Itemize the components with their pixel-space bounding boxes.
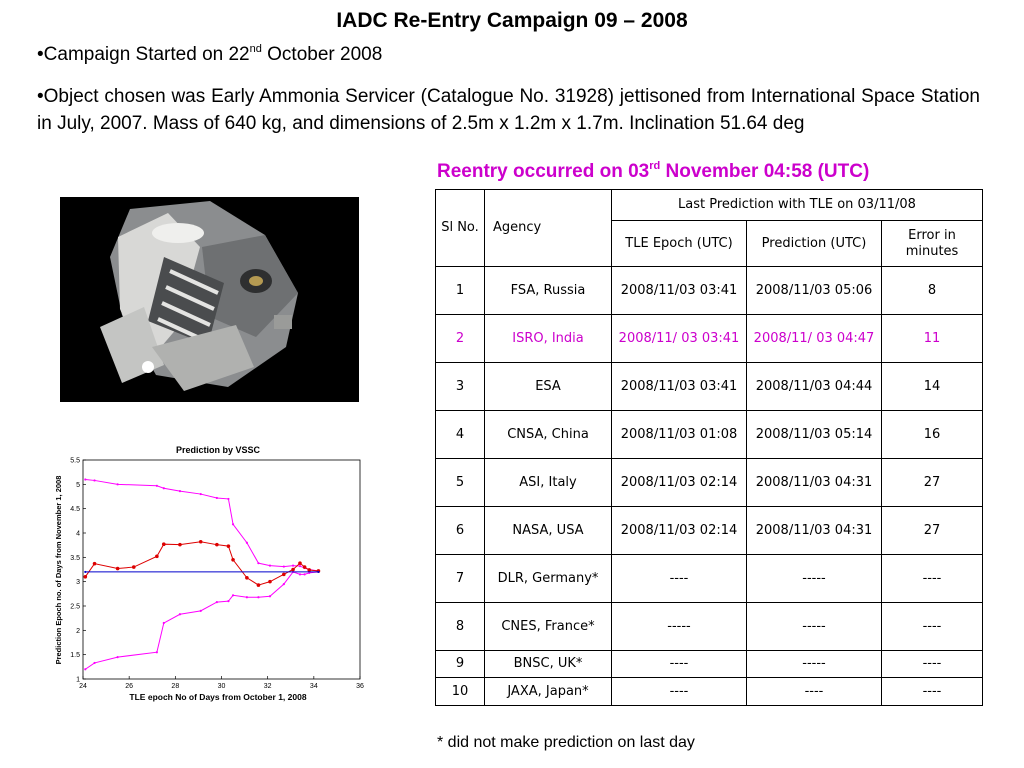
cell-sl: 1 xyxy=(436,267,485,315)
cell-err: 27 xyxy=(882,507,983,555)
data-point-upper xyxy=(216,497,218,499)
cell-agency: FSA, Russia xyxy=(485,267,612,315)
data-point-lower xyxy=(179,613,181,615)
data-point-lower xyxy=(93,662,95,664)
cell-agency: CNES, France* xyxy=(485,603,612,651)
data-point-lower xyxy=(299,573,301,575)
cell-agency: DLR, Germany* xyxy=(485,555,612,603)
data-point-lower xyxy=(257,596,259,598)
cell-pred: 2008/11/03 05:06 xyxy=(747,267,882,315)
cell-pred: ----- xyxy=(747,555,882,603)
data-point-prediction xyxy=(132,565,136,569)
header-sl-no: Sl No. xyxy=(436,190,485,267)
series-line-upper xyxy=(85,479,318,570)
data-point-lower xyxy=(304,573,306,575)
data-point-upper xyxy=(299,565,301,567)
cell-sl: 4 xyxy=(436,411,485,459)
cell-agency: ESA xyxy=(485,363,612,411)
data-point-prediction xyxy=(291,568,295,572)
data-point-prediction xyxy=(307,568,311,572)
data-point-lower xyxy=(216,601,218,603)
table-row xyxy=(436,678,983,706)
x-tick-label: 34 xyxy=(309,683,318,690)
y-axis-label: Prediction Epoch no. of Days from November 1, 2008 xyxy=(54,475,63,665)
table-row xyxy=(436,363,983,411)
header-prediction: Prediction (UTC) xyxy=(747,221,882,267)
data-point-prediction xyxy=(227,544,231,548)
cell-agency: ASI, Italy xyxy=(485,459,612,507)
cell-tle: 2008/11/03 02:14 xyxy=(612,459,747,507)
y-tick-label: 5 xyxy=(76,481,80,489)
x-tick-label: 28 xyxy=(171,683,180,690)
data-point-upper xyxy=(163,487,165,489)
table-row xyxy=(436,555,983,603)
data-point-prediction xyxy=(303,565,307,569)
cell-err: 14 xyxy=(882,363,983,411)
cell-sl: 9 xyxy=(436,651,485,678)
cell-tle: 2008/11/03 03:41 xyxy=(612,267,747,315)
data-point-lower xyxy=(117,656,119,658)
data-point-lower xyxy=(283,583,285,585)
cell-agency: BNSC, UK* xyxy=(485,651,612,678)
cell-err: 8 xyxy=(882,267,983,315)
data-point-prediction xyxy=(155,555,159,559)
cell-sl: 3 xyxy=(436,363,485,411)
header-agency: Agency xyxy=(485,190,612,267)
data-point-actual xyxy=(317,571,319,573)
data-point-prediction xyxy=(298,561,302,565)
x-tick-label: 24 xyxy=(79,683,87,690)
cell-tle: ----- xyxy=(612,603,747,651)
prediction-table xyxy=(435,189,983,706)
data-point-prediction xyxy=(231,558,235,562)
cell-tle: ---- xyxy=(612,678,747,706)
data-point-prediction xyxy=(93,562,97,566)
vssc-prediction-chart xyxy=(50,440,370,710)
y-tick-label: 2.5 xyxy=(70,603,80,611)
cell-err: 27 xyxy=(882,459,983,507)
cell-err: 11 xyxy=(882,315,983,363)
y-tick-label: 3.5 xyxy=(70,554,80,562)
cell-tle: 2008/11/03 03:41 xyxy=(612,363,747,411)
data-point-upper xyxy=(246,542,248,544)
data-point-lower xyxy=(163,622,165,624)
data-point-upper xyxy=(232,523,234,525)
data-point-lower xyxy=(156,651,158,653)
y-tick-label: 5.5 xyxy=(70,457,80,465)
y-tick-label: 3 xyxy=(76,579,80,587)
cell-agency: CNSA, China xyxy=(485,411,612,459)
cell-sl: 10 xyxy=(436,678,485,706)
table-row-highlighted xyxy=(436,315,983,363)
table-row xyxy=(436,651,983,678)
data-point-upper xyxy=(117,483,119,485)
reentry-heading: Reentry occurred on 03rd November 04:58 (UTC) xyxy=(437,160,870,182)
table-row xyxy=(436,603,983,651)
data-point-prediction xyxy=(162,542,166,546)
x-axis-label: TLE epoch No of Days from October 1, 2008 xyxy=(129,692,307,702)
x-tick-label: 30 xyxy=(217,683,226,690)
table-row xyxy=(436,459,983,507)
x-tick-label: 32 xyxy=(263,683,272,690)
table-row xyxy=(436,507,983,555)
data-point-lower xyxy=(200,610,202,612)
campaign-start-bullet: •Campaign Started on 22nd October 2008 xyxy=(37,43,383,65)
cell-pred: 2008/11/03 05:14 xyxy=(747,411,882,459)
cell-err: ---- xyxy=(882,555,983,603)
data-point-upper xyxy=(200,493,202,495)
y-tick-label: 4 xyxy=(76,530,80,538)
data-point-upper xyxy=(269,565,271,567)
y-tick-label: 1 xyxy=(76,676,80,684)
cell-agency: JAXA, Japan* xyxy=(485,678,612,706)
cell-sl: 6 xyxy=(436,507,485,555)
data-point-prediction xyxy=(178,543,182,547)
satellite-photo xyxy=(60,197,359,402)
data-point-lower xyxy=(232,594,234,596)
data-point-prediction xyxy=(268,580,272,584)
data-point-prediction xyxy=(215,543,219,547)
data-point-lower xyxy=(246,596,248,598)
data-point-upper xyxy=(283,565,285,567)
cell-err: ---- xyxy=(882,603,983,651)
series-line-prediction xyxy=(85,542,318,585)
footnote: * did not make prediction on last day xyxy=(437,734,695,751)
data-point-prediction xyxy=(84,575,88,579)
series-line-lower xyxy=(85,572,318,669)
cell-sl: 5 xyxy=(436,459,485,507)
cell-pred: 2008/11/03 04:31 xyxy=(747,459,882,507)
header-tle-epoch: TLE Epoch (UTC) xyxy=(612,221,747,267)
data-point-lower xyxy=(269,595,271,597)
cell-pred: 2008/11/03 04:31 xyxy=(747,507,882,555)
data-point-prediction xyxy=(282,573,286,577)
data-point-upper xyxy=(93,479,95,481)
cell-sl: 2 xyxy=(436,315,485,363)
y-tick-label: 2 xyxy=(76,627,80,635)
cell-err: ---- xyxy=(882,651,983,678)
data-point-actual xyxy=(84,571,86,573)
cell-pred: ----- xyxy=(747,651,882,678)
y-tick-label: 4.5 xyxy=(70,506,80,514)
x-tick-label: 36 xyxy=(356,683,364,690)
x-tick-label: 26 xyxy=(125,683,134,690)
cell-err: ---- xyxy=(882,678,983,706)
data-point-upper xyxy=(84,478,86,480)
cell-sl: 8 xyxy=(436,603,485,651)
cell-err: 16 xyxy=(882,411,983,459)
chart-title: Prediction by VSSC xyxy=(175,445,261,455)
cell-tle: 2008/11/03 02:14 xyxy=(612,507,747,555)
cell-sl: 7 xyxy=(436,555,485,603)
table-row xyxy=(436,411,983,459)
y-tick-label: 1.5 xyxy=(70,652,80,660)
cell-pred: 2008/11/03 04:44 xyxy=(747,363,882,411)
data-point-lower xyxy=(227,600,229,602)
chart-svg xyxy=(50,440,370,710)
data-point-upper xyxy=(227,498,229,500)
header-error: Error in minutes xyxy=(882,221,983,267)
cell-pred: 2008/11/ 03 04:47 xyxy=(747,315,882,363)
cell-tle: ---- xyxy=(612,555,747,603)
data-point-prediction xyxy=(199,540,203,544)
data-point-upper xyxy=(292,565,294,567)
header-last-prediction: Last Prediction with TLE on 03/11/08 xyxy=(612,190,983,221)
data-point-prediction xyxy=(245,576,249,580)
table-row xyxy=(436,267,983,315)
cell-tle: ---- xyxy=(612,651,747,678)
data-point-upper xyxy=(179,490,181,492)
cell-agency: NASA, USA xyxy=(485,507,612,555)
cell-agency: ISRO, India xyxy=(485,315,612,363)
data-point-prediction xyxy=(257,583,261,587)
cell-pred: ----- xyxy=(747,603,882,651)
slide-title: IADC Re-Entry Campaign 09 – 2008 xyxy=(336,9,688,32)
data-point-lower xyxy=(84,668,86,670)
cell-tle: 2008/11/03 01:08 xyxy=(612,411,747,459)
object-description-bullet: •Object chosen was Early Ammonia Servicer (Catalogue No. 31928) jettisoned from International Space Station in July, 2007. Mass of 640 kg, and dimensions of 2.5m x 1.2m x 1.7m. Inclination 51.64 deg xyxy=(37,86,980,134)
cell-tle: 2008/11/ 03 03:41 xyxy=(612,315,747,363)
data-point-prediction xyxy=(116,567,120,571)
data-point-upper xyxy=(257,562,259,564)
data-point-upper xyxy=(156,485,158,487)
cell-pred: ---- xyxy=(747,678,882,706)
